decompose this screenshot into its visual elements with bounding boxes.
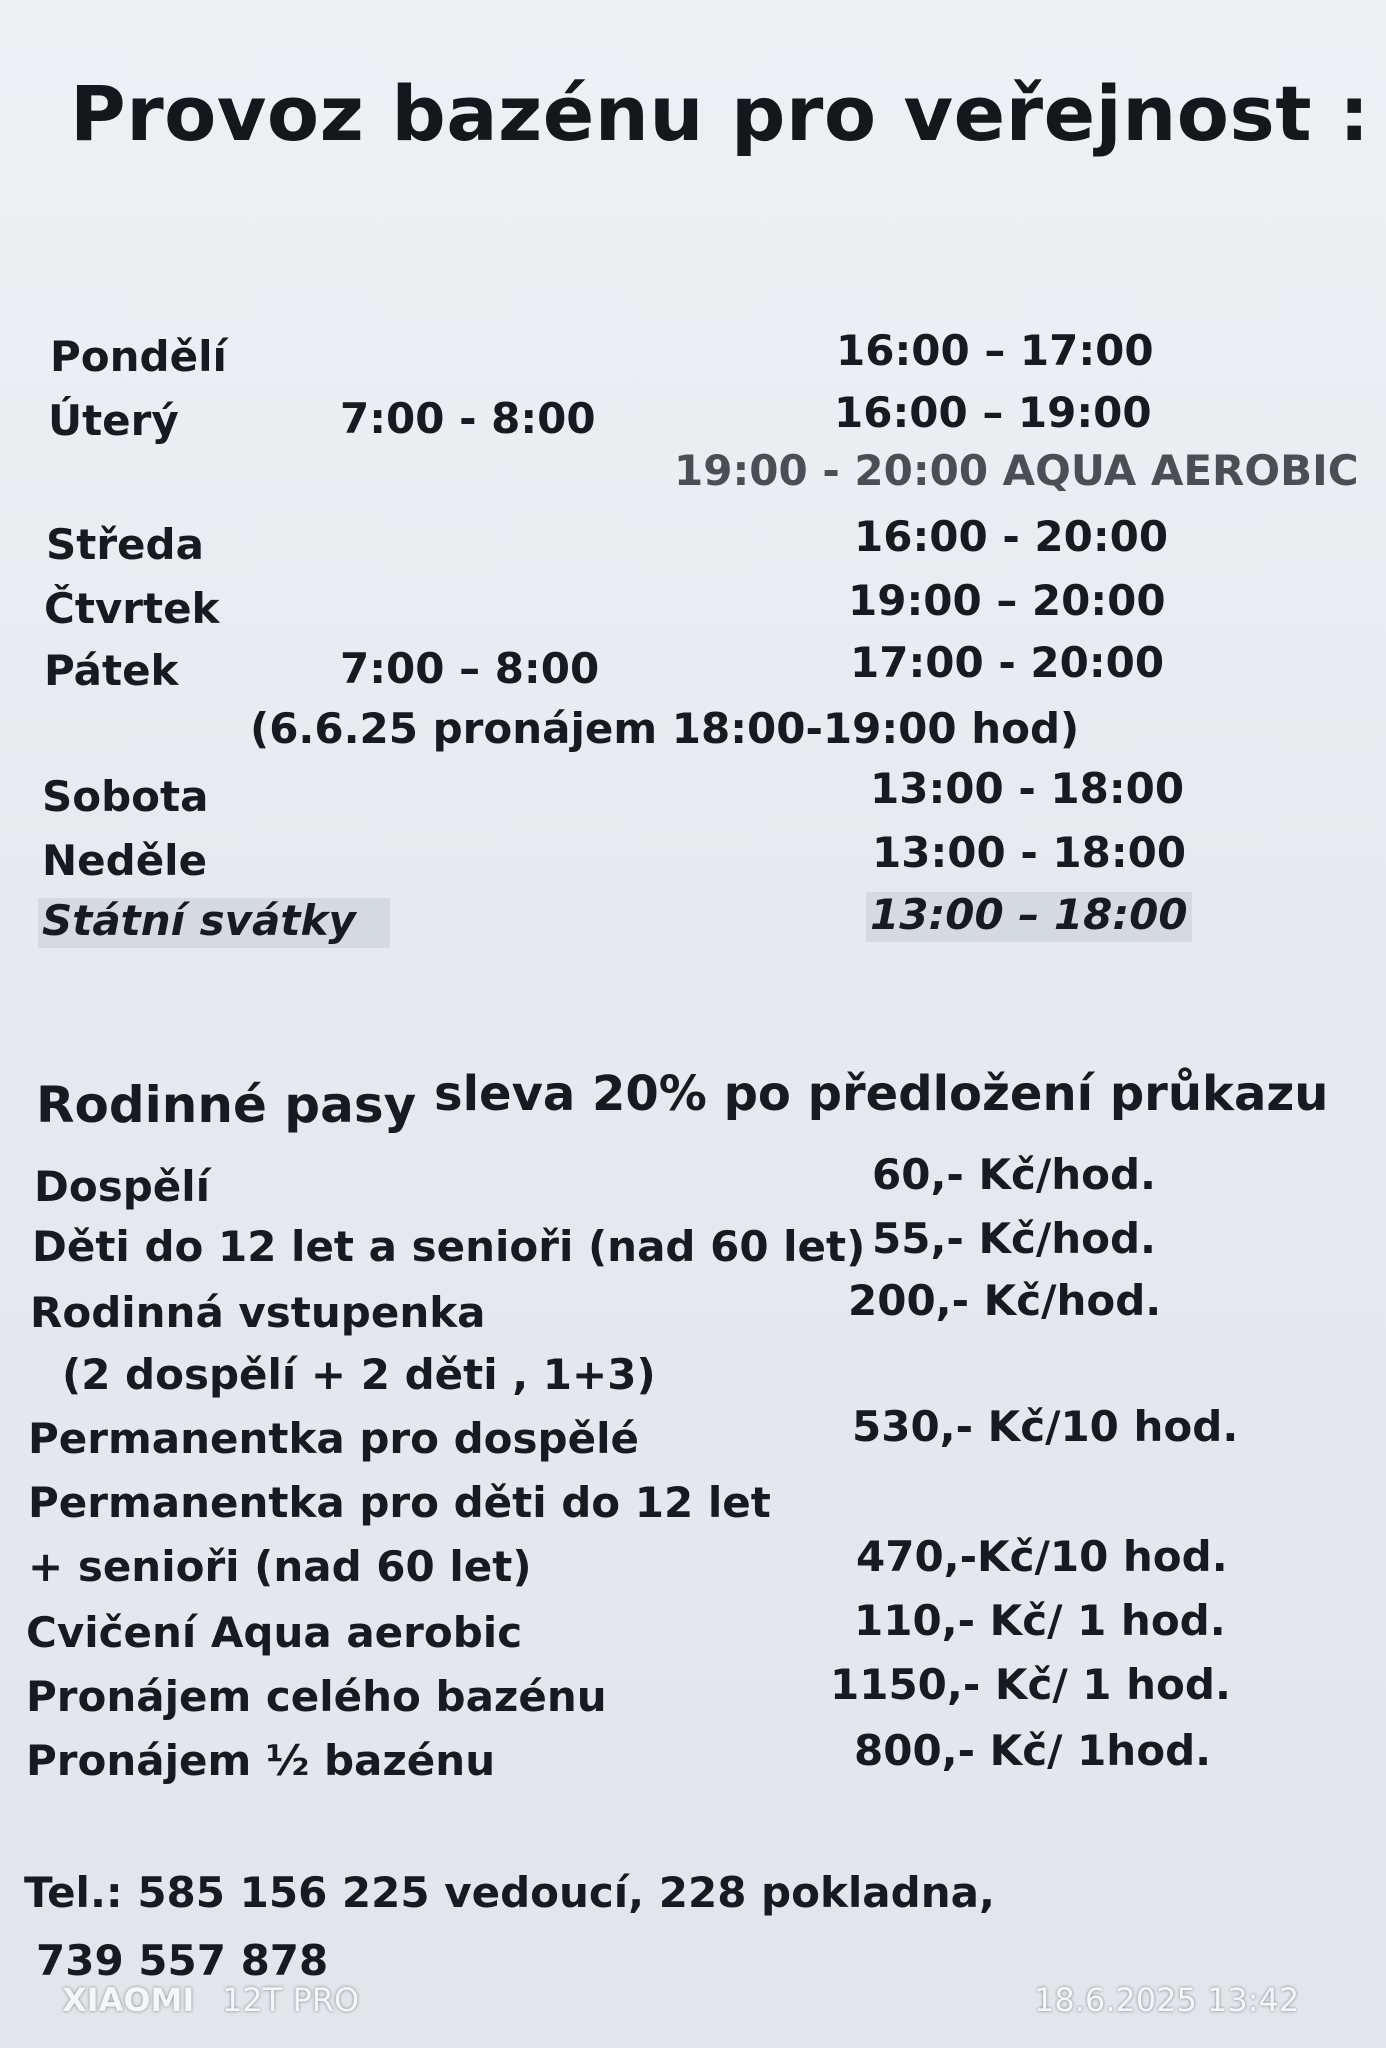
day-saturday: Sobota bbox=[42, 772, 209, 821]
watermark-brand: XIAOMI bbox=[62, 1981, 195, 2019]
page-title: Provoz bazénu pro veřejnost : bbox=[70, 69, 1370, 158]
contact-phone-mobile: 739 557 878 bbox=[36, 1936, 329, 1985]
price-label-children-seniors: Děti do 12 let a senioři (nad 60 let) bbox=[32, 1222, 866, 1271]
price-value-family-ticket: 200,- Kč/hod. bbox=[848, 1276, 1162, 1325]
time-friday-evening: 17:00 - 20:00 bbox=[850, 638, 1165, 687]
friday-rental-note: (6.6.25 pronájem 18:00-19:00 hod) bbox=[250, 704, 1080, 753]
price-label-adults: Dospělí bbox=[34, 1162, 211, 1211]
time-tuesday-morning: 7:00 - 8:00 bbox=[340, 394, 596, 443]
day-thursday: Čtvrtek bbox=[44, 584, 220, 633]
time-tuesday-evening: 16:00 – 19:00 bbox=[834, 388, 1152, 437]
price-value-adults: 60,- Kč/hod. bbox=[872, 1150, 1157, 1199]
price-label-family-ticket: Rodinná vstupenka bbox=[30, 1288, 486, 1337]
price-value-child-senior-pass: 470,-Kč/10 hod. bbox=[856, 1532, 1228, 1581]
pricing-heading-family-passes: Rodinné pasy bbox=[36, 1076, 417, 1134]
price-label-senior-pass: + senioři (nad 60 let) bbox=[28, 1542, 532, 1591]
price-label-half-pool-rental: Pronájem ½ bazénu bbox=[26, 1736, 496, 1785]
price-value-children-seniors: 55,- Kč/hod. bbox=[872, 1214, 1157, 1263]
day-tuesday: Úterý bbox=[48, 396, 179, 445]
time-sunday: 13:00 - 18:00 bbox=[872, 828, 1187, 877]
tuesday-aqua-aerobic: 19:00 - 20:00 AQUA AEROBIC bbox=[674, 446, 1359, 495]
price-value-full-pool-rental: 1150,- Kč/ 1 hod. bbox=[830, 1660, 1231, 1709]
price-label-adult-pass: Permanentka pro dospělé bbox=[28, 1414, 639, 1463]
watermark-datetime: 18.6.2025 13:42 bbox=[1034, 1981, 1300, 2019]
day-wednesday: Středa bbox=[46, 520, 204, 569]
price-value-aqua-aerobic: 110,- Kč/ 1 hod. bbox=[854, 1596, 1226, 1645]
price-label-full-pool-rental: Pronájem celého bazénu bbox=[26, 1672, 607, 1721]
day-friday: Pátek bbox=[44, 646, 179, 695]
time-saturday: 13:00 - 18:00 bbox=[870, 764, 1185, 813]
price-value-adult-pass: 530,- Kč/10 hod. bbox=[852, 1402, 1239, 1451]
time-holidays: 13:00 – 18:00 bbox=[866, 892, 1192, 942]
price-value-half-pool-rental: 800,- Kč/ 1hod. bbox=[854, 1726, 1212, 1775]
contact-phones: Tel.: 585 156 225 vedoucí, 228 pokladna, bbox=[24, 1868, 995, 1917]
pricing-heading-discount: sleva 20% po předložení průkazu bbox=[434, 1066, 1329, 1122]
price-label-family-ticket-note: (2 dospělí + 2 děti , 1+3) bbox=[62, 1350, 656, 1399]
price-label-child-pass: Permanentka pro děti do 12 let bbox=[28, 1478, 771, 1527]
time-friday-morning: 7:00 – 8:00 bbox=[340, 644, 600, 693]
time-thursday-evening: 19:00 – 20:00 bbox=[848, 576, 1166, 625]
time-monday-evening: 16:00 – 17:00 bbox=[836, 326, 1154, 375]
day-monday: Pondělí bbox=[50, 332, 227, 381]
time-wednesday-evening: 16:00 - 20:00 bbox=[854, 512, 1169, 561]
day-sunday: Neděle bbox=[42, 836, 208, 885]
day-holidays: Státní svátky bbox=[38, 898, 390, 948]
price-label-aqua-aerobic: Cvičení Aqua aerobic bbox=[26, 1608, 523, 1657]
watermark-model: 12T PRO bbox=[222, 1981, 360, 2019]
